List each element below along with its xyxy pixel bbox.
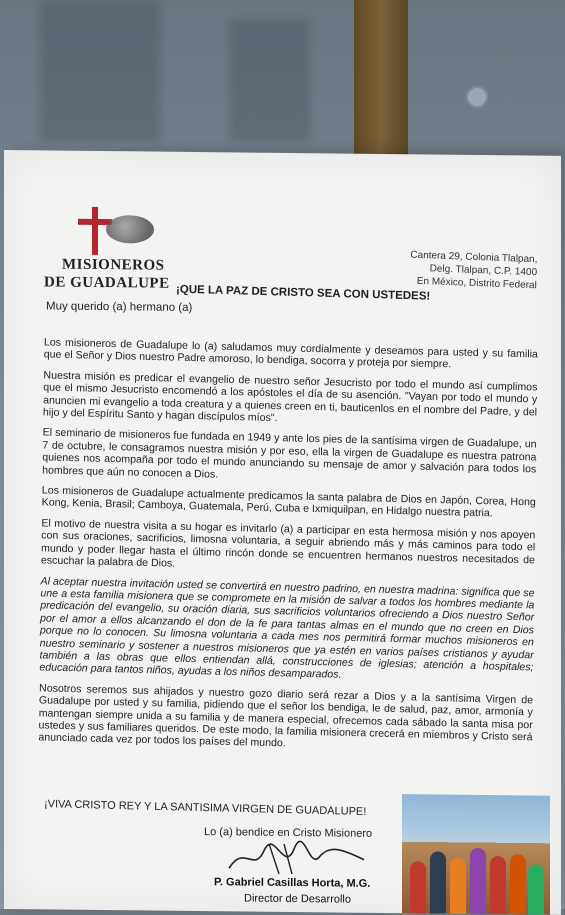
- paragraph: El motivo de nuestra visita a su hogar es invitarlo (a) a participar en esta hermosa misión y nos apoyen con sus oraciones, sacrificios, limosna voluntaria, a seguir abriendo más y más caminos para todo el mundo y poder llegar hasta el último rincón donde se encuentren hermanos nuestros necesitados de escuchar la palabra de Dios.: [40, 517, 536, 570]
- paragraph: Nosotros seremos sus ahijados y nuestro gozo diario será rezar a Dios y a la santísima Virgen de Guadalupe por usted y su familia, pidiendo que el señor los bendiga, le de salud, paz, amor, armonía y mantengan siempre unida a su familia y de manera especial, ofrecemos cada sábado la santa misa por ustedes y sus familiares queridos. De este modo, la familia misionera crecerá en miembros y Cristo será anunciado cada vez por todos los países del mundo.: [38, 682, 534, 750]
- photo-figure: [410, 861, 426, 913]
- address-line: Cantera 29, Colonia Tlalpan,: [410, 249, 538, 266]
- paragraph: Nuestra misión es predicar el evangelio de nuestro señor Jesucristo por todo el mundo así cumplimos que el mismo Jesucristo encomendó a los apóstoles el día de su asención. "Vayan por todo el mundo y anuncien mi evangelio a toda creatura y a quienes creen en ti, bauticenlos en el nombre del Padre, y del hijo y del Espíritu Santo y hagan discípulos míos".: [42, 369, 538, 425]
- paragraph: Al aceptar nuestra invitación usted se convertirá en nuestro padrino, en nuestra madrina: significa que se une a esta familia misionera que se compromete en la misión de salvar a todos los hombres mediante la predicación del evangelio, su oración diaria, sus sacrificios voluntarios ofreciendo a Dios nuestro Señor por el amor a ellos alcanzando el don de la fe para tantas almas en el mundo que no creen en Dios porque no lo conocen. Su limosna voluntaria a cada mes nos permitirá formar muchos misioneros en nuestro seminario y sostener a nuestros misioneros que ya estén en varios países cristianos y ayudar también a las obras que ellos entiendan allá, construcciones de iglesias; atención a hospitales; educación para tantos niños, ayudas a los niños desamparados.: [39, 574, 535, 682]
- signer-role: Director de Desarrollo: [244, 892, 351, 906]
- logo-line-1: MISIONEROS: [62, 256, 165, 274]
- letter-sheet: [4, 150, 561, 915]
- signer-name: P. Gabriel Casillas Horta, M.G.: [214, 876, 371, 890]
- paragraph: El seminario de misioneros fue fundada en 1949 y ante los pies de la santísima virgen de Guadalupe, un 7 de octubre, le consagramos nuestra misión y por eso, ella la virgen de Guadalupe es nuestra patrona quienes nos acompaña por todo el mundo anunciando su mensaje de amor y salvación para todos los hombres que aún no conocen a Dios.: [42, 426, 537, 481]
- letter-body: [38, 336, 538, 764]
- address-block: [409, 249, 537, 293]
- organization-logo: [40, 206, 172, 292]
- globe-icon: [106, 215, 154, 244]
- address-line: En México, Distrito Federal: [416, 275, 537, 292]
- shirt-fold: [230, 20, 310, 140]
- missionaries-photo: [402, 794, 550, 915]
- paragraph: Los misioneros de Guadalupe lo (a) saludamos muy cordialmente y deseamos para usted y su familia que el Señor y Dios nuestro Padre amoroso, lo bendiga, socorra y proteja por siempre.: [43, 336, 538, 371]
- photo-figure: [510, 854, 526, 914]
- closing-acclamation: ¡VIVA CRISTO REY Y LA SANTISIMA VIRGEN DE GUADALUPE!: [43, 798, 367, 819]
- photo-figure: [528, 864, 544, 914]
- handwritten-signature: [224, 838, 374, 880]
- headline: ¡QUE LA PAZ DE CRISTO SEA CON USTEDES!: [175, 283, 431, 303]
- address-line: Delg. Tlalpan, C.P. 1400: [429, 263, 538, 279]
- photo-figure: [450, 858, 466, 914]
- shirt-fold: [40, 0, 160, 140]
- bag-strap: [354, 0, 408, 170]
- closing-blessing: Lo (a) bendice en Cristo Misionero: [204, 826, 373, 840]
- photo-figure: [470, 848, 486, 914]
- photo-figure: [430, 851, 446, 913]
- logo-line-2: DE GUADALUPE: [44, 274, 170, 292]
- shirt-button: [466, 86, 488, 108]
- photo-figure: [490, 856, 506, 914]
- paragraph: Los misioneros de Guadalupe actualmente predicamos la santa palabra de Dios en Japón, Corea, Hong Kong, Kenia, Brasil; Camboya, Guatemala, Perú, Cuba e Ixmiquilpan, en Hidalgo nuestra patria.: [41, 484, 536, 520]
- greeting: Muy querido (a) hermano (a): [46, 300, 193, 314]
